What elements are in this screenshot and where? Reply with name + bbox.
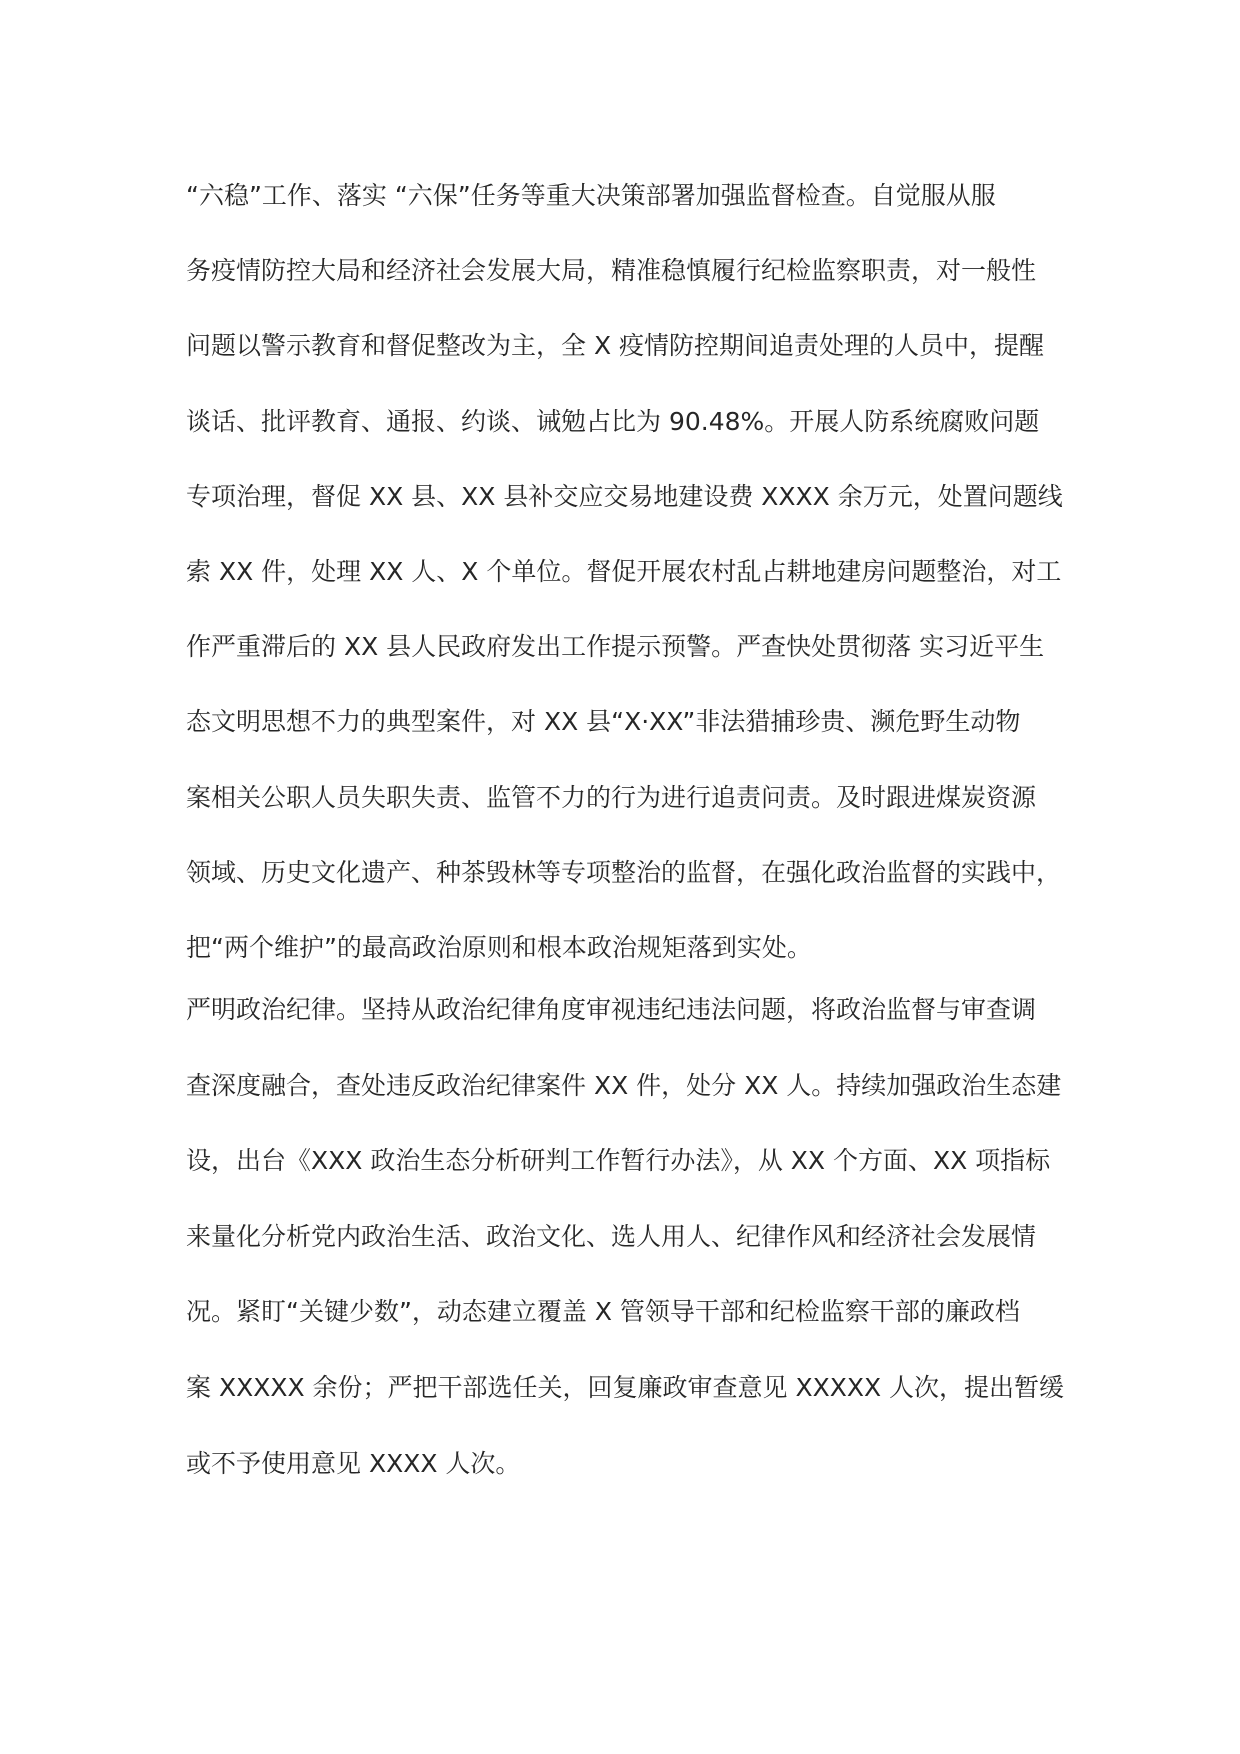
paragraph-line: 案 XXXXX 余份；严把干部选任关，回复廉政审查意见 XXXXX 人次，提出暂缓	[186, 1372, 1065, 1402]
paragraph-line: 设，出台《XXX 政治生态分析研判工作暂行办法》，从 XX 个方面、XX 项指标	[186, 1146, 1051, 1176]
paragraph-line: 严明政治纪律。坚持从政治纪律角度审视违纪违法问题，将政治监督与审查调	[186, 995, 1037, 1024]
paragraph-line: 专项治理，督促 XX 县、XX 县补交应交易地建设费 XXXX 余万元，处置问题线	[186, 481, 1063, 511]
paragraph-line: 把“两个维护”的最高政治原则和根本政治规矩落到实处。	[186, 932, 812, 962]
paragraph-line: 谈话、批评教育、通报、约谈、诫勉占比为 90.48%。开展人防系统腐败问题	[186, 406, 1040, 436]
paragraph-line: 态文明思想不力的典型案件，对 XX 县“X·XX”非法猎捕珍贵、濒危野生动物	[186, 707, 1021, 737]
paragraph-line: “六稳”工作、落实 “六保”任务等重大决策部署加强监督检查。自觉服从服	[186, 181, 996, 210]
paragraph-line: 查深度融合，查处违反政治纪律案件 XX 件，处分 XX 人。持续加强政治生态建	[186, 1070, 1062, 1100]
paragraph-line: 来量化分析党内政治生活、政治文化、选人用人、纪律作风和经济社会发展情	[186, 1221, 1037, 1251]
paragraph-political-discipline	[186, 995, 1066, 1478]
paragraph-line: 作严重滞后的 XX 县人民政府发出工作提示预警。严查快处贯彻落 实习近平生	[186, 632, 1045, 662]
paragraph-line: 况。紧盯“关键少数”，动态建立覆盖 X 管领导干部和纪检监察干部的廉政档	[186, 1297, 1020, 1327]
paragraph-line: 领域、历史文化遗产、种茶毁林等专项整治的监督，在强化政治监督的实践中，	[186, 857, 1062, 887]
paragraph-political-supervision	[186, 181, 1066, 962]
paragraph-line: 问题以警示教育和督促整改为主，全 X 疫情防控期间追责处理的人员中，提醒	[186, 331, 1045, 361]
paragraph-line: 索 XX 件，处理 XX 人、X 个单位。督促开展农村乱占耕地建房问题整治，对工	[186, 556, 1062, 586]
paragraph-line: 或不予使用意见 XXXX 人次。	[186, 1448, 521, 1478]
paragraph-line: 务疫情防控大局和经济社会发展大局，精准稳慎履行纪检监察职责，对一般性	[186, 256, 1037, 286]
paragraph-line: 案相关公职人员失职失责、监管不力的行为进行追责问责。及时跟进煤炭资源	[186, 782, 1037, 812]
